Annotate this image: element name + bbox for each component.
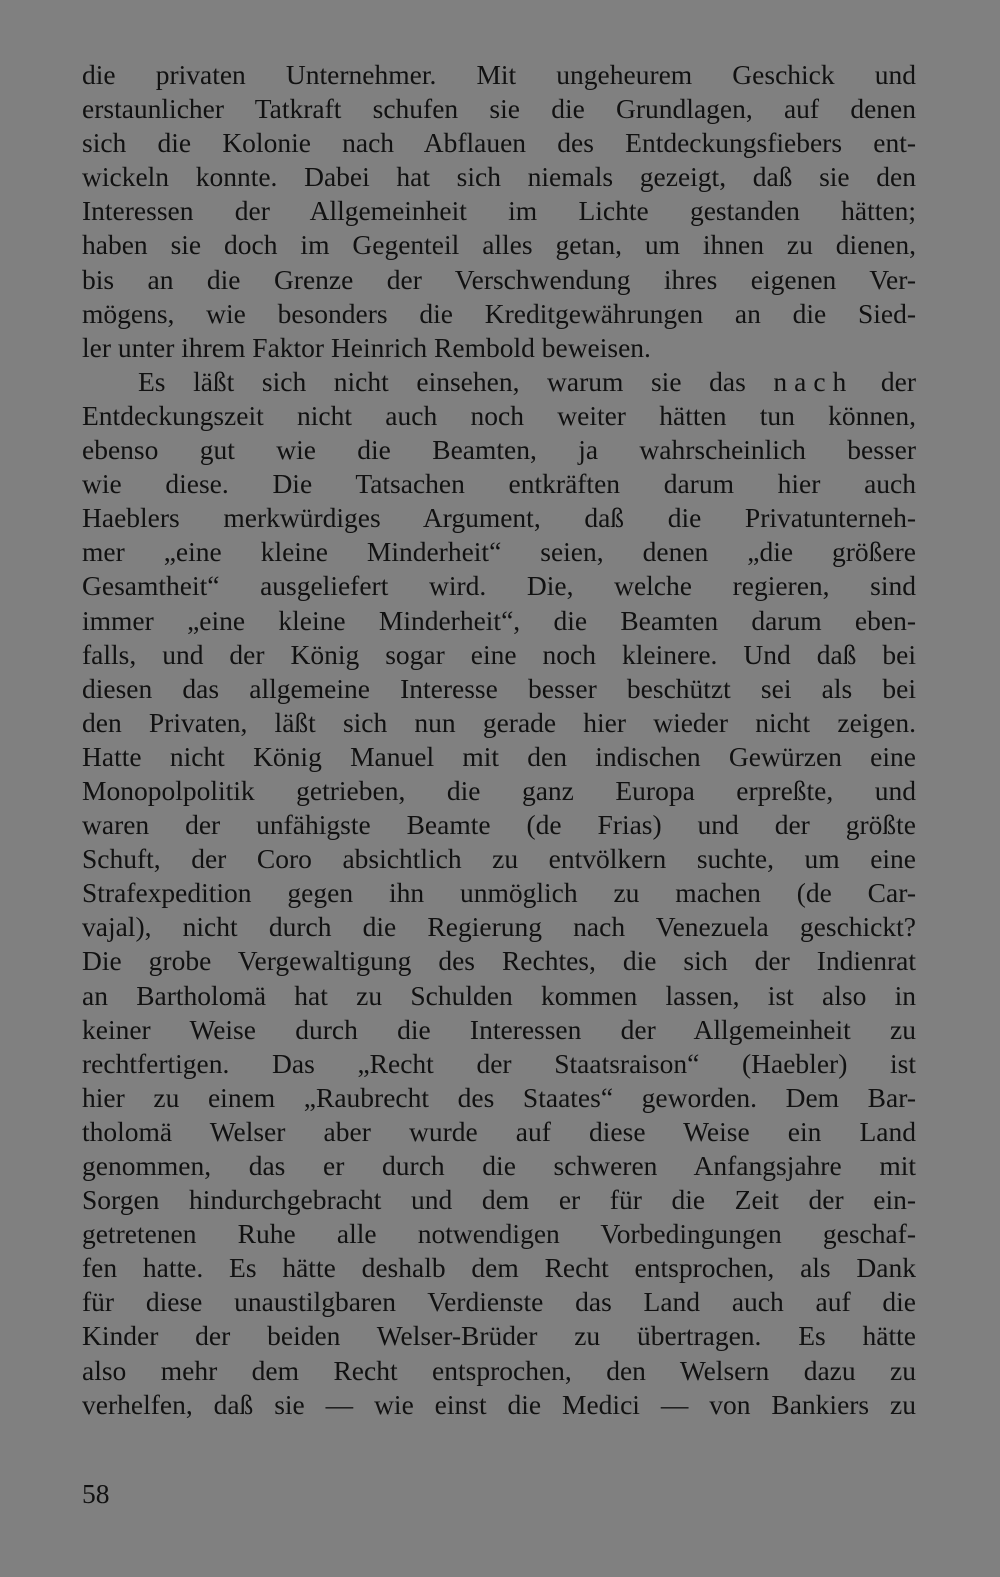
text-line: immer „eine kleine Minderheit“, die Beamten darum eben- bbox=[82, 604, 916, 636]
text-line: tholomä Welser aber wurde auf diese Weise ein Land bbox=[82, 1115, 916, 1147]
text-line: diesen das allgemeine Interesse besser beschützt sei als bei bbox=[82, 672, 916, 704]
text-line: keiner Weise durch die Interessen der Allgemeinheit zu bbox=[82, 1013, 916, 1045]
text-line: an Bartholomä hat zu Schulden kommen lassen, ist also in bbox=[82, 979, 916, 1011]
text-line: Die grobe Vergewaltigung des Rechtes, die sich der Indienrat bbox=[82, 945, 916, 977]
text-line: genommen, das er durch die schweren Anfangsjahre mit bbox=[82, 1150, 916, 1181]
emphasized-word: nach bbox=[773, 365, 854, 397]
text-line: Interessen der Allgemeinheit im Lichte gestanden hätten; bbox=[82, 195, 916, 227]
text-line: Entdeckungszeit nicht auch noch weiter hätten tun können, bbox=[82, 399, 916, 431]
text-line: hier zu einem „Raubrecht des Staates“ geworden. Dem Bar- bbox=[82, 1081, 916, 1113]
paragraph-2 bbox=[82, 365, 916, 1422]
text-line bbox=[82, 365, 916, 399]
text-line: wie diese. Die Tatsachen entkräften darum hier auch bbox=[82, 468, 916, 500]
text-line-end: der bbox=[880, 365, 917, 397]
text-line: verhelfen, daß sie — wie einst die Medici — von Bankiers zu bbox=[82, 1388, 916, 1420]
text-line: sich die Kolonie nach Abflauen des Entdeckungsfiebers ent- bbox=[82, 127, 916, 159]
text-line: Sorgen hindurchgebracht und dem er für die Zeit der ein- bbox=[82, 1184, 916, 1216]
text-line-start: Es läßt sich nicht einsehen, warum sie das bbox=[138, 365, 746, 397]
text-line: Haeblers merkwürdiges Argument, daß die Privatunterneh- bbox=[82, 502, 916, 534]
text-line: mögens, wie besonders die Kreditgewährungen an die Sied- bbox=[82, 297, 916, 329]
text-line: die privaten Unternehmer. Mit ungeheurem Geschick und bbox=[82, 59, 916, 90]
text-line: waren der unfähigste Beamte (de Frias) und der größte bbox=[82, 809, 916, 841]
text-line: Gesamtheit“ ausgeliefert wird. Die, welche regieren, sind bbox=[82, 570, 916, 602]
text-line: ler unter ihrem Faktor Heinrich Rembold beweisen. bbox=[82, 331, 651, 363]
text-line: Monopolpolitik getrieben, die ganz Europa erpreßte, und bbox=[82, 774, 916, 806]
text-line: erstaunlicher Tatkraft schufen sie die Grundlagen, auf denen bbox=[82, 93, 916, 125]
text-line: falls, und der König sogar eine noch kleinere. Und daß bei bbox=[82, 638, 916, 670]
text-line: mer „eine kleine Minderheit“ seien, denen „die größere bbox=[82, 536, 916, 568]
text-line: Hatte nicht König Manuel mit den indischen Gewürzen eine bbox=[82, 740, 916, 772]
text-line: fen hatte. Es hätte deshalb dem Recht entsprochen, als Dank bbox=[82, 1252, 916, 1284]
text-line: Strafexpedition gegen ihn unmöglich zu machen (de Car- bbox=[82, 877, 916, 909]
text-line: den Privaten, läßt sich nun gerade hier wieder nicht zeigen. bbox=[82, 706, 916, 738]
page-body bbox=[82, 58, 916, 1422]
text-line: für diese unaustilgbaren Verdienste das Land auch auf die bbox=[82, 1286, 916, 1318]
text-line: ebenso gut wie die Beamten, ja wahrscheinlich besser bbox=[82, 434, 916, 466]
page-number: 58 bbox=[82, 1478, 110, 1509]
text-line: rechtfertigen. Das „Recht der Staatsraison“ (Haebler) ist bbox=[82, 1047, 916, 1079]
text-line: haben sie doch im Gegenteil alles getan, um ihnen zu dienen, bbox=[82, 229, 916, 261]
text-line: vajal), nicht durch die Regierung nach Venezuela geschickt? bbox=[82, 911, 916, 943]
text-line: bis an die Grenze der Verschwendung ihres eigenen Ver- bbox=[82, 263, 916, 295]
text-line: wickeln konnte. Dabei hat sich niemals gezeigt, daß sie den bbox=[82, 161, 916, 193]
text-line: also mehr dem Recht entsprochen, den Welsern dazu zu bbox=[82, 1354, 916, 1386]
paragraph-1 bbox=[82, 58, 916, 365]
text-line: Schuft, der Coro absichtlich zu entvölkern suchte, um eine bbox=[82, 843, 916, 875]
text-line: getretenen Ruhe alle notwendigen Vorbedingungen geschaf- bbox=[82, 1218, 916, 1250]
text-line: Kinder der beiden Welser-Brüder zu übertragen. Es hätte bbox=[82, 1320, 916, 1352]
